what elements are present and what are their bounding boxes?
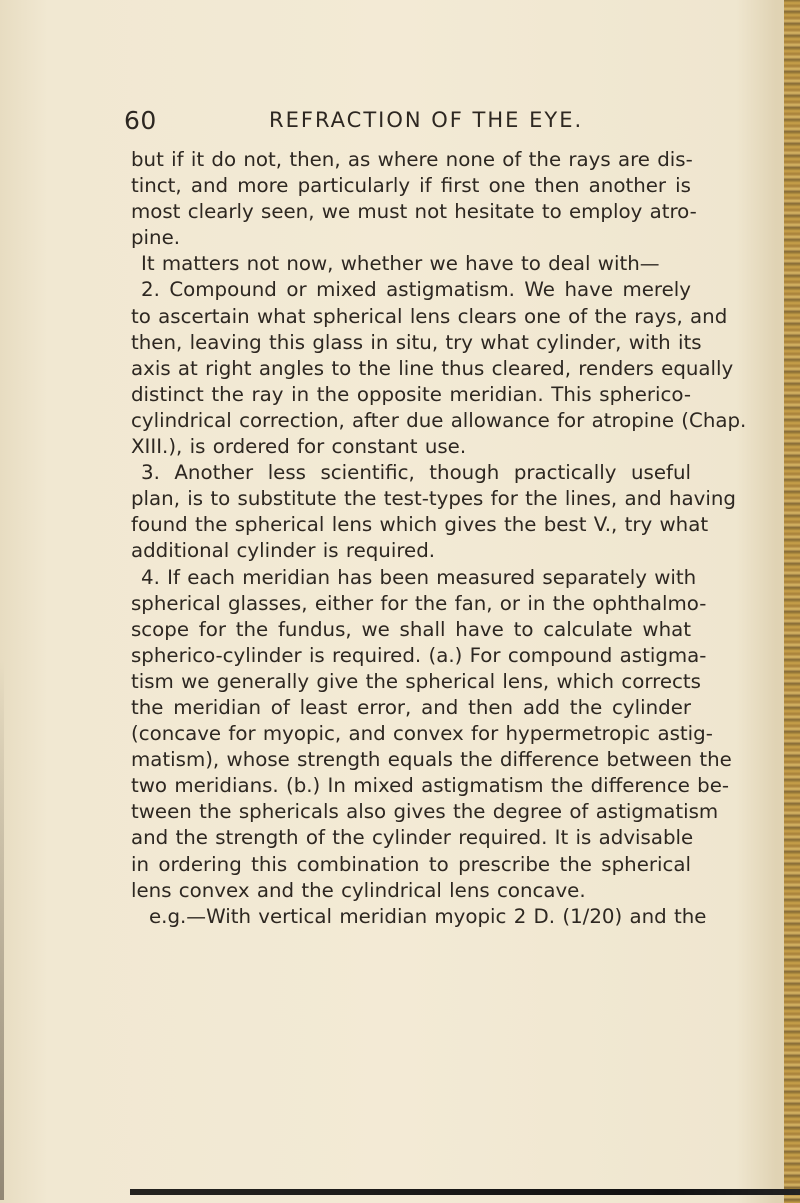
text-line: but if it do not, then, as where none of the rays are dis-: [131, 148, 693, 171]
text-line: the meridian of least error, and then add the cylinder: [131, 695, 691, 719]
page-number: 60: [124, 106, 157, 135]
text-line: tinct, and more particularly if first one then another is: [131, 174, 691, 198]
text-line: additional cylinder is required.: [131, 539, 436, 563]
text-line: then, leaving this glass in situ, try what cylinder, with its: [131, 330, 702, 354]
text-line: 3. Another less scientific, though practically useful: [141, 461, 691, 485]
running-title: REFRACTION OF THE EYE.: [269, 108, 584, 132]
text-line: scope for the fundus, we shall have to calculate what: [131, 617, 691, 641]
text-line: matism), whose strength equals the difference between the: [131, 748, 732, 772]
page-shadow: [0, 660, 4, 1200]
text-line: found the spherical lens which gives the best V., try what: [131, 513, 709, 537]
text-line: spherico-cylinder is required. (a.) For compound astigma-: [131, 643, 707, 667]
text-line: XIII.), is ordered for constant use.: [131, 435, 467, 459]
text-line: tism we generally give the spherical lens, which corrects: [131, 669, 701, 693]
text-line: and the strength of the cylinder required. It is advisable: [131, 826, 694, 850]
body-text: [131, 147, 747, 930]
text-line: plan, is to substitute the test-types for the lines, and having: [131, 487, 736, 511]
bottom-rule: [130, 1189, 800, 1195]
text-line: distinct the ray in the opposite meridian. This spherico-: [131, 382, 691, 406]
text-line: (concave for myopic, and convex for hypermetropic astig-: [131, 722, 713, 746]
text-line: e.g.—With vertical meridian myopic 2 D. (1/20) and the: [149, 904, 707, 928]
text-line: It matters not now, whether we have to deal with—: [141, 252, 660, 276]
text-line: spherical glasses, either for the fan, or in the ophthalmo-: [131, 591, 707, 615]
text-line: most clearly seen, we must not hesitate to employ atro-: [131, 200, 697, 224]
text-line: in ordering this combination to prescribe the spherical: [131, 852, 691, 876]
text-line: 4. If each meridian has been measured separately with: [141, 565, 697, 589]
text-line: to ascertain what spherical lens clears one of the rays, and: [131, 304, 728, 328]
page-header: [114, 106, 674, 138]
text-line: two meridians. (b.) In mixed astigmatism the difference be-: [131, 774, 730, 798]
text-line: tween the sphericals also gives the degree of astigmatism: [131, 800, 719, 824]
text-line: cylindrical correction, after due allowance for atropine (Chap.: [131, 408, 747, 432]
text-line: axis at right angles to the line thus cleared, renders equally: [131, 356, 734, 380]
text-line: 2. Compound or mixed astigmatism. We have merely: [141, 278, 691, 302]
gilt-page-edge: [784, 0, 800, 1203]
text-line: pine.: [131, 226, 181, 250]
text-line: lens convex and the cylindrical lens concave.: [131, 878, 586, 902]
